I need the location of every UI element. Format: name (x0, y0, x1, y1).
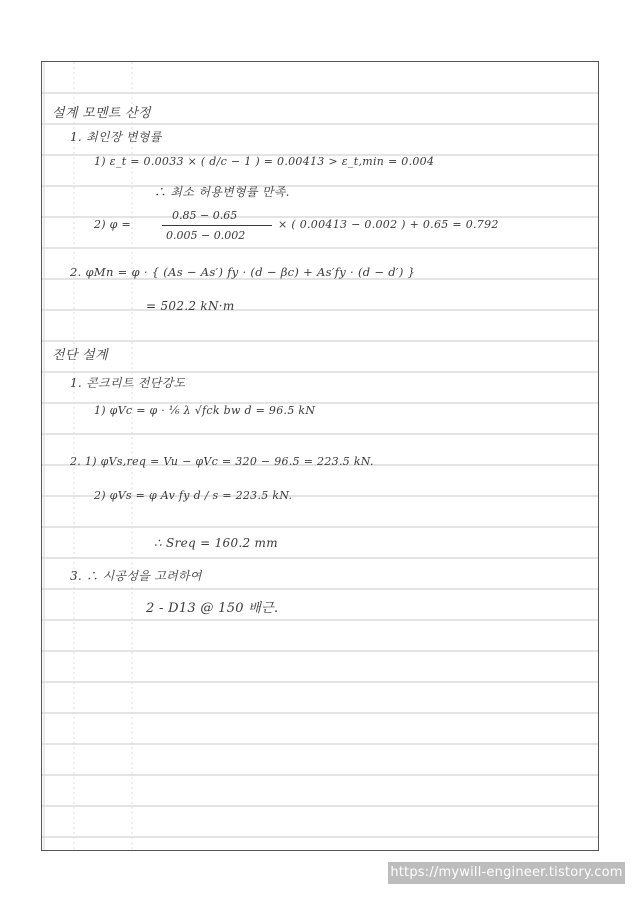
concrete-shear-equation: 1) φVc = φ · ⅙ λ √fck bw d = 96.5 kN (94, 404, 316, 417)
item-1-concrete-shear: 1. 콘크리트 전단강도 (70, 376, 186, 390)
stirrup-shear-equation: 2) φVs = φ Av fy d / s = 223.5 kN. (94, 489, 293, 502)
reinforcement-result: 2 - D13 @ 150 배근. (146, 601, 279, 616)
item-3-constructability: 3. ∴ 시공성을 고려하여 (70, 569, 202, 583)
strain-conclusion: ∴ 최소 허용변형률 만족. (154, 185, 290, 199)
phi-fraction-bar (162, 225, 272, 226)
phi-denominator: 0.005 − 0.002 (166, 229, 246, 242)
notebook-page (41, 61, 599, 851)
item-1-max-tensile-strain: 1. 최인장 변형률 (70, 130, 162, 144)
phi-equation-lhs: 2) φ = (94, 218, 132, 231)
required-shear-equation: 2. 1) φVs,req = Vu − φVc = 320 − 96.5 = 223.5 kN. (70, 455, 374, 468)
phi-numerator: 0.85 − 0.65 (172, 209, 238, 222)
phi-equation-rhs: × ( 0.00413 − 0.002 ) + 0.65 = 0.792 (278, 218, 499, 231)
section-title-shear-design: 전단 설계 (52, 348, 108, 363)
moment-result: = 502.2 kN·m (146, 299, 235, 313)
strain-equation: 1) ε_t = 0.0033 × ( d/c − 1 ) = 0.00413 > ε_t,min = 0.004 (94, 155, 435, 168)
item-2-nominal-moment: 2. φMn = φ · { (As − As′) fy · (d − βc) + As′fy · (d − d′) } (70, 265, 416, 279)
section-title-design-moment: 설계 모멘트 산정 (52, 106, 151, 121)
spacing-result: ∴ Sreq = 160.2 mm (154, 536, 278, 550)
blog-url-watermark: https://mywill-engineer.tistory.com (388, 862, 625, 884)
